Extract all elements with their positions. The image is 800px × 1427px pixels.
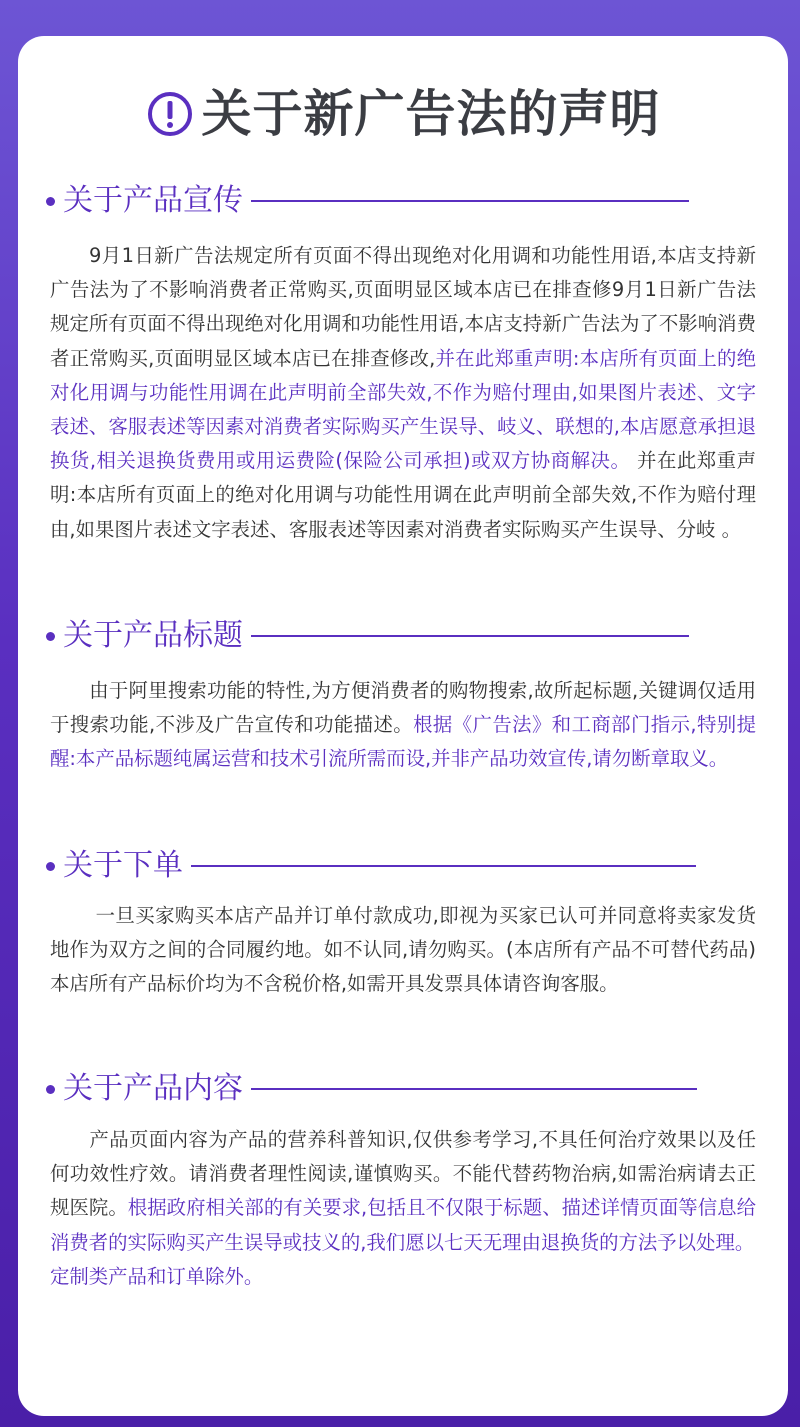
section-paragraph	[50, 899, 756, 1002]
highlight-text: 根据《广告法》和工商部门指示,特别提醒:本产品标题纯属运营和技术引流所需而设,并非产品功效宣传,请勿断章取义。	[50, 713, 756, 771]
highlight-text: 并在此郑重声明:本店所有页面上的绝对化用调与功能性用调在此声明前全部失效,不作为赔付理由,如果图片表述、文字表述、客服表述等因素对消费者实际购买产生误导、岐义、联想的,本店愿意承担退换货,相关退换货费用或用运费险(保险公司承担)或双方协商解决。	[50, 346, 756, 473]
section-divider	[251, 635, 689, 637]
section-paragraph	[50, 1123, 756, 1294]
section-title: 关于下单	[63, 848, 183, 883]
section-paragraph	[50, 239, 756, 547]
paragraph-text: 一旦买家购买本店产品并订单付款成功,即视为买家已认可并同意将卖家发货地作为双方之间的合同履约地。如不认同,请勿购买。(本店所有产品不可替代药品)本店所有产品标价均为不含税价格,如需开具发票具体请咨询客服。	[50, 904, 756, 996]
section-heading	[46, 617, 689, 655]
title-text: 关于新广告法的声明	[201, 85, 661, 143]
bullet-dot	[46, 632, 55, 641]
exclamation-circle-icon	[146, 90, 194, 138]
section-title: 关于产品标题	[63, 618, 243, 653]
section-title: 关于产品宣传	[63, 183, 243, 218]
section-heading	[46, 1070, 697, 1108]
section-divider	[251, 200, 689, 202]
paragraph-text: 产品页面内容为产品的营养科普知识,仅供参考学习,不具任何治疗效果以及任何功效性疗效。请消费者理性阅读,谨慎购买。不能代替药物治病,如需治病请去正规医院。	[50, 1128, 756, 1220]
statement-card	[18, 36, 788, 1416]
section-heading	[46, 847, 696, 885]
paragraph-text: 由于阿里搜索功能的特性,为方便消费者的购物搜索,故所起标题,关键调仅适用于搜索功能,不涉及广告宣传和功能描述。	[50, 679, 756, 737]
bullet-dot	[46, 862, 55, 871]
page-title	[18, 86, 788, 142]
bullet-dot	[46, 197, 55, 206]
highlight-text: 根据政府相关部的有关要求,包括且不仅限于标题、描述详情页面等信息给消费者的实际购买产生误导或技义的,我们愿以七天无理由退换货的方法予以处理。	[50, 1196, 756, 1254]
section-heading	[46, 182, 689, 220]
section-paragraph	[50, 674, 756, 777]
section-divider	[191, 865, 696, 867]
paragraph-text: 9月1日新广告法规定所有页面不得出现绝对化用调和功能性用语,本店支持新广告法为了不影响消费者正常购买,页面明显区域本店已在排查修9月1日新广告法规定所有页面不得出现绝对化用调和功能性用语,本店支持新广告法为了不影响消费者正常购买,页面明显区域本店已在排查修改,	[50, 244, 756, 370]
bullet-dot	[46, 1085, 55, 1094]
section-title: 关于产品内容	[63, 1071, 243, 1106]
paragraph-text: 并在此郑重声明:本店所有页面上的绝对化用调与功能性用调在此声明前全部失效,不作为赔付理由,如果图片表述文字表述、客服表述等因素对消费者实际购买产生误导、分岐 。	[50, 449, 756, 541]
highlight-text: 定制类产品和订单除外。	[50, 1264, 264, 1288]
section-divider	[251, 1088, 697, 1090]
